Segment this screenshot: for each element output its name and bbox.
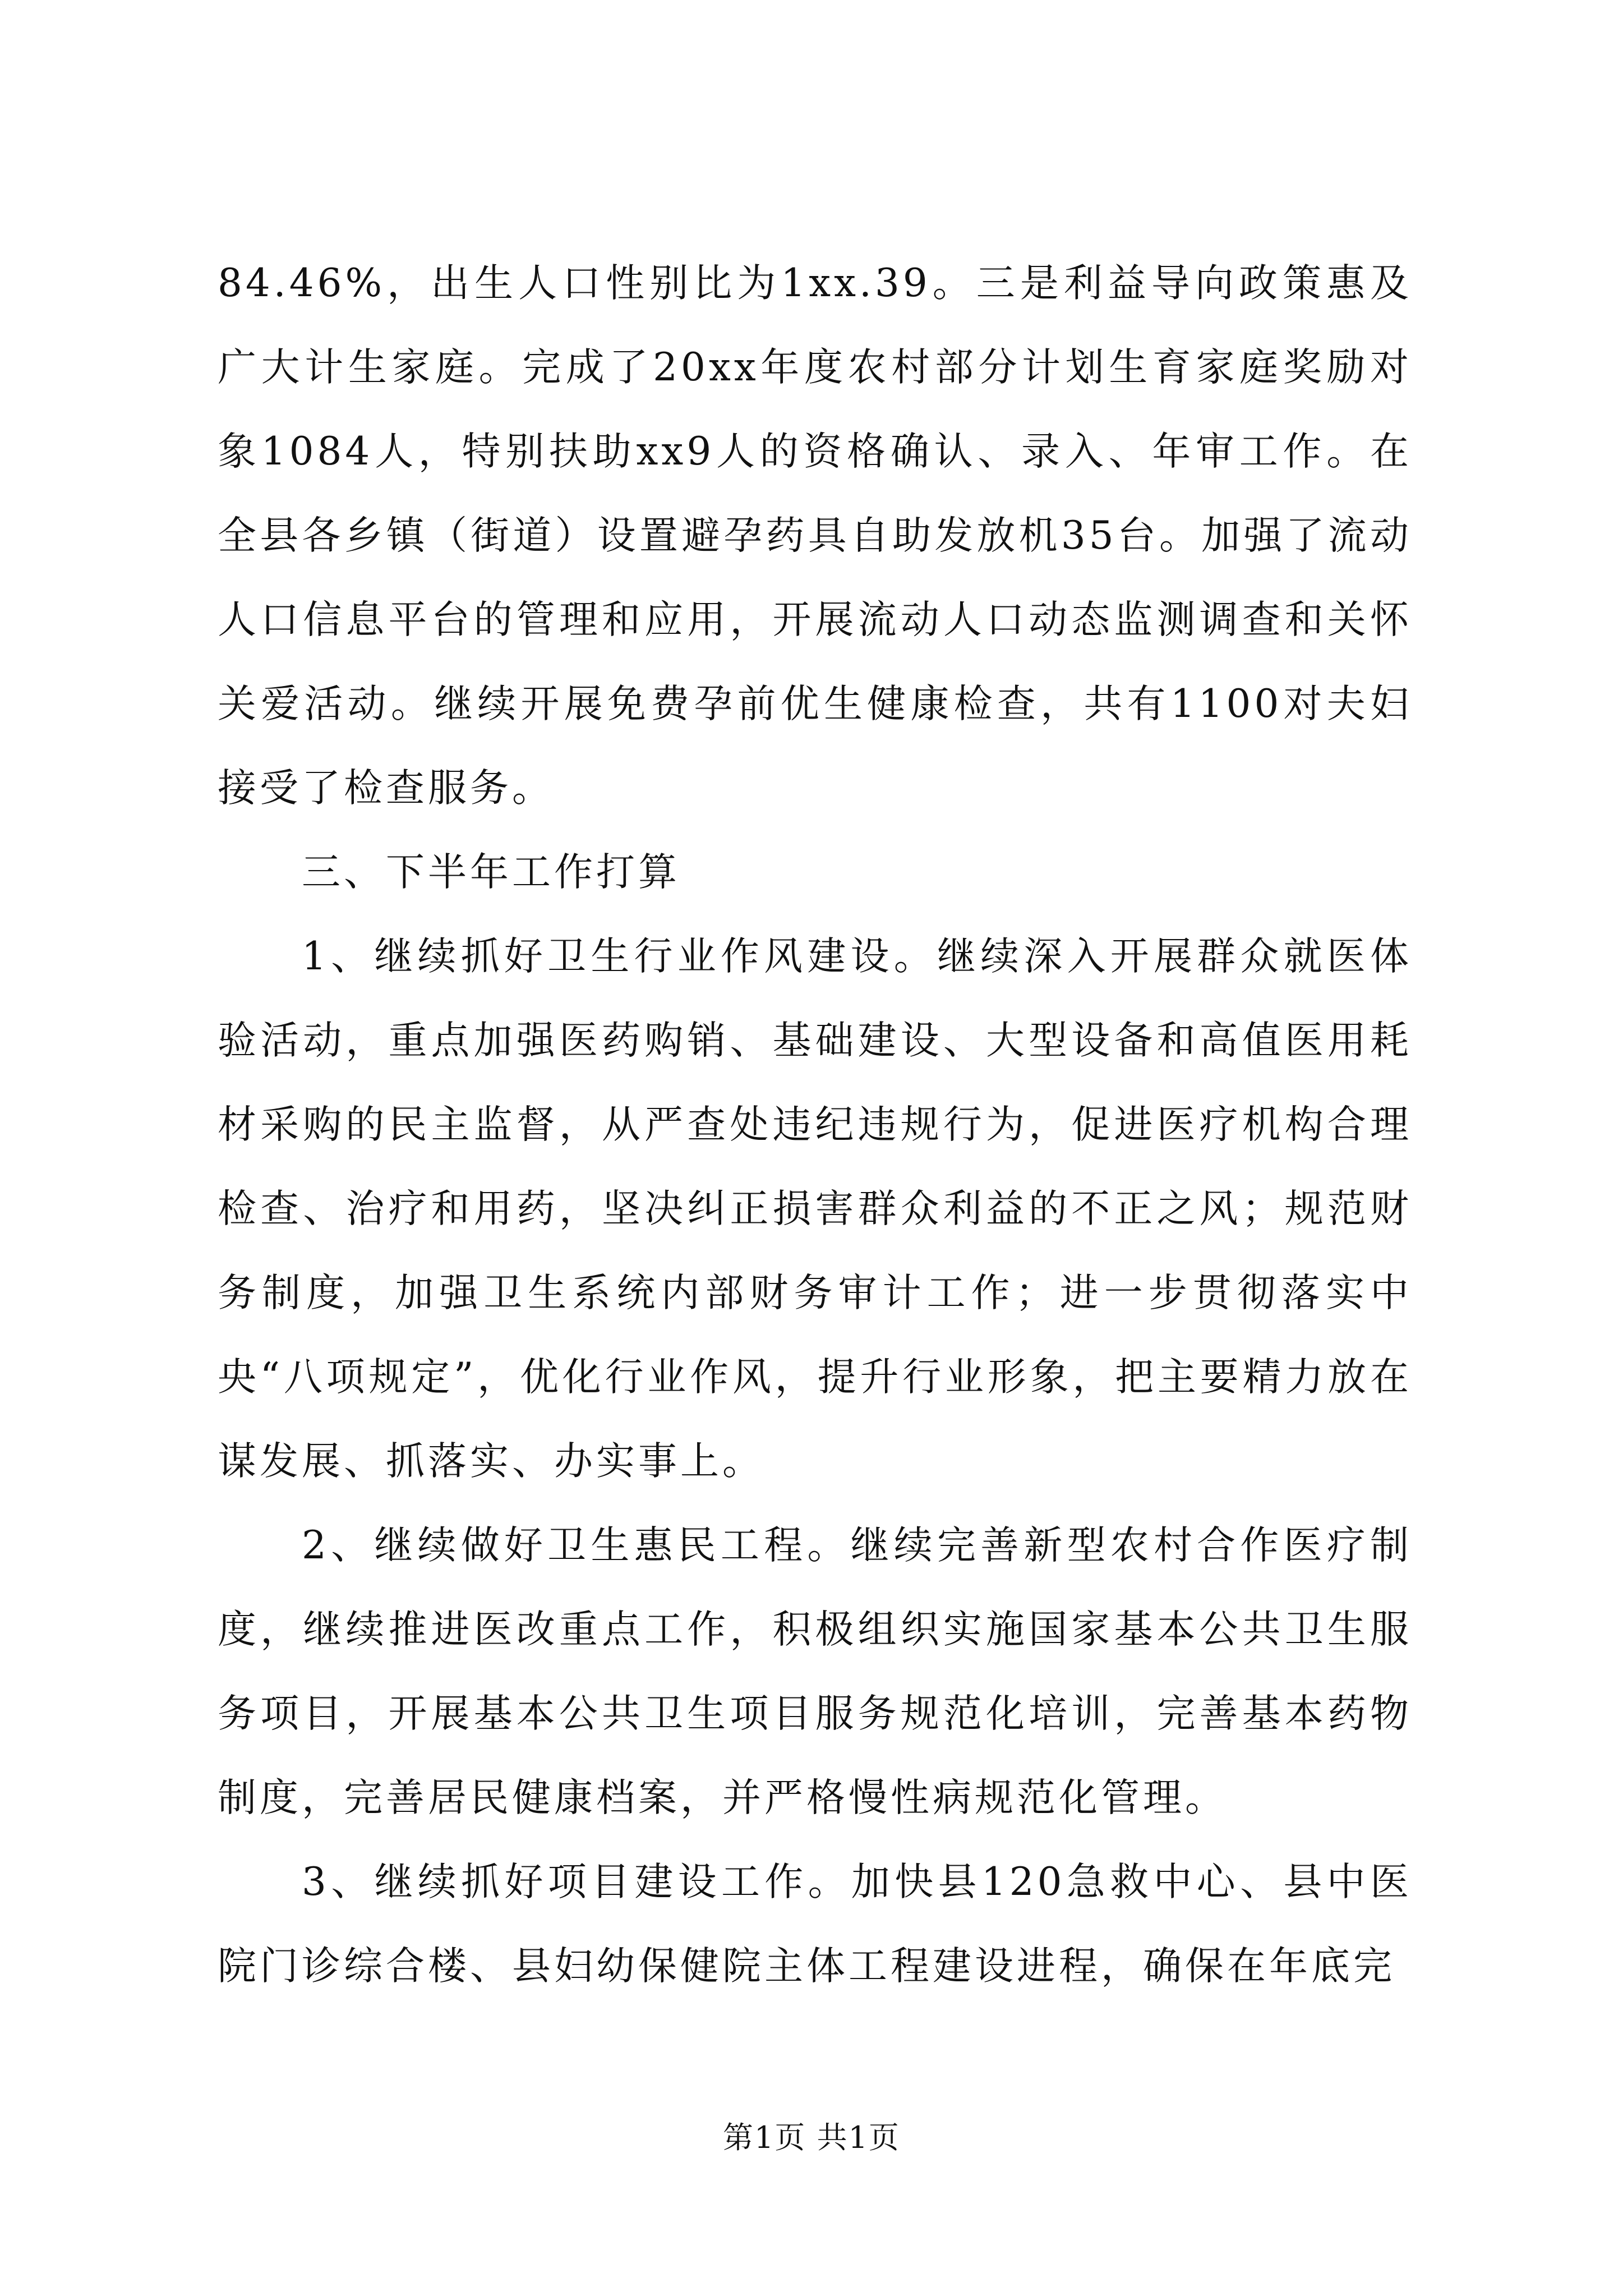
- document-body: [218, 241, 1412, 2008]
- section-heading: 三、下半年工作打算: [302, 850, 680, 895]
- page-footer: 第1页 共1页: [723, 2120, 900, 2155]
- paragraph-item-2: 2、继续做好卫生惠民工程。继续完善新型农村合作医疗制度，继续推进医改重点工作，积极组织实施国家基本公共卫生服务项目，开展基本公共卫生项目服务规范化培训，完善基本药物制度，完善居民健康档案，并严格慢性病规范化管理。: [218, 1523, 1412, 1820]
- paragraph-item-3: 3、继续抓好项目建设工作。加快县120急救中心、县中医院门诊综合楼、县妇幼保健院主体工程建设进程，确保在年底完: [218, 1860, 1412, 1989]
- paragraph-continued: 84.46%，出生人口性别比为1xx.39。三是利益导向政策惠及广大计生家庭。完成了20xx年度农村部分计划生育家庭奖励对象1084人，特别扶助xx9人的资格确认、录入、年审工作。在全县各乡镇（街道）设置避孕药具自助发放机35台。加强了流动人口信息平台的管理和应用，开展流动人口动态监测调查和关怀关爱活动。继续开展免费孕前优生健康检查，共有1100对夫妇接受了检查服务。: [218, 261, 1412, 811]
- paragraph-item-1: 1、继续抓好卫生行业作风建设。继续深入开展群众就医体验活动，重点加强医药购销、基础建设、大型设备和高值医用耗材采购的民主监督，从严查处违纪违规行为，促进医疗机构合理检查、治疗和用药，坚决纠正损害群众利益的不正之风；规范财务制度，加强卫生系统内部财务审计工作；进一步贯彻落实中央“八项规定”，优化行业作风，提升行业形象，把主要精力放在谋发展、抓落实、办实事上。: [218, 934, 1412, 1484]
